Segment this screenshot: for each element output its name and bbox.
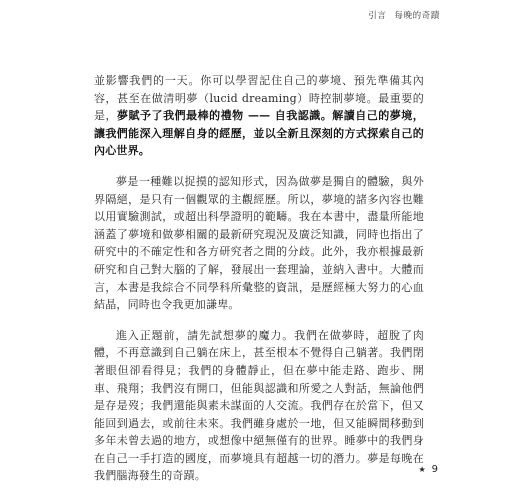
paragraph-1-text: 並影響我們的一天。你可以學習記住自己的夢境、預先準備其內容，甚至在做清明夢（lucid dreaming）時控制夢境。最重要的是， <box>94 74 424 123</box>
page-number <box>418 464 438 475</box>
paragraph-1-emphasis: 夢賦予了我們最棒的禮物 —— 自我認識。解讀自己的夢境，讓我們能深入理解自身的經歷，並以全新且深刻的方式探索自己的內心世界。 <box>94 109 424 158</box>
page-number-value: 9 <box>431 464 438 475</box>
running-header <box>368 9 440 21</box>
paragraph-3 <box>94 327 424 485</box>
paragraph-3-text: 進入正題前，請先試想夢的魔力。我們在做夢時，超脫了肉體，不再意識到自己躺在床上，甚至根本不覺得自己躺著。我們閉著眼但卻看得見；我們的身體靜止，但在夢中能走路、跑步、開車、飛翔；我們沒有開口，但能與認識和所愛之人對話，無論他們是存是歿；我們還能與素未謀面的人交流。我們存在於當下，但又能回到過去，或前往未來。我們雖身處於一地，但又能瞬間移動到多年未曾去過的地方，或想像中絕無僅有的世界。睡夢中的我們身在自己一手打造的國度，而夢境具有超越一切的潛力。夢是每晚在我們腦海發生的奇蹟。 <box>94 328 424 483</box>
body-text <box>94 72 424 485</box>
star-icon: ★ <box>418 465 426 474</box>
header-section-label: 引言 <box>368 11 387 21</box>
paragraph-1 <box>94 72 424 160</box>
header-chapter-title: 每晚的奇蹟 <box>394 11 440 21</box>
paragraph-2-text: 夢是一種難以捉摸的認知形式，因為做夢是獨自的體驗，與外界隔絕，是只有一個觀眾的主觀經歷。所以，夢境的諸多內容也難以用實驗測試，或超出科學證明的範疇。我在本書中，盡量所能地涵蓋了夢境和做夢相關的最新研究現況及廣泛知識，同時也指出了研究中的不確定性和各方研究者之間的分歧。此外，我亦根據最新研究和自己對大腦的了解，發展出一套理論，並納入書中。大體而言，本書是我綜合不同學科所彙整的資訊，是歷經極大努力的心血結晶，同時也令我更加謙卑。 <box>94 174 424 312</box>
paragraph-2 <box>94 173 424 314</box>
